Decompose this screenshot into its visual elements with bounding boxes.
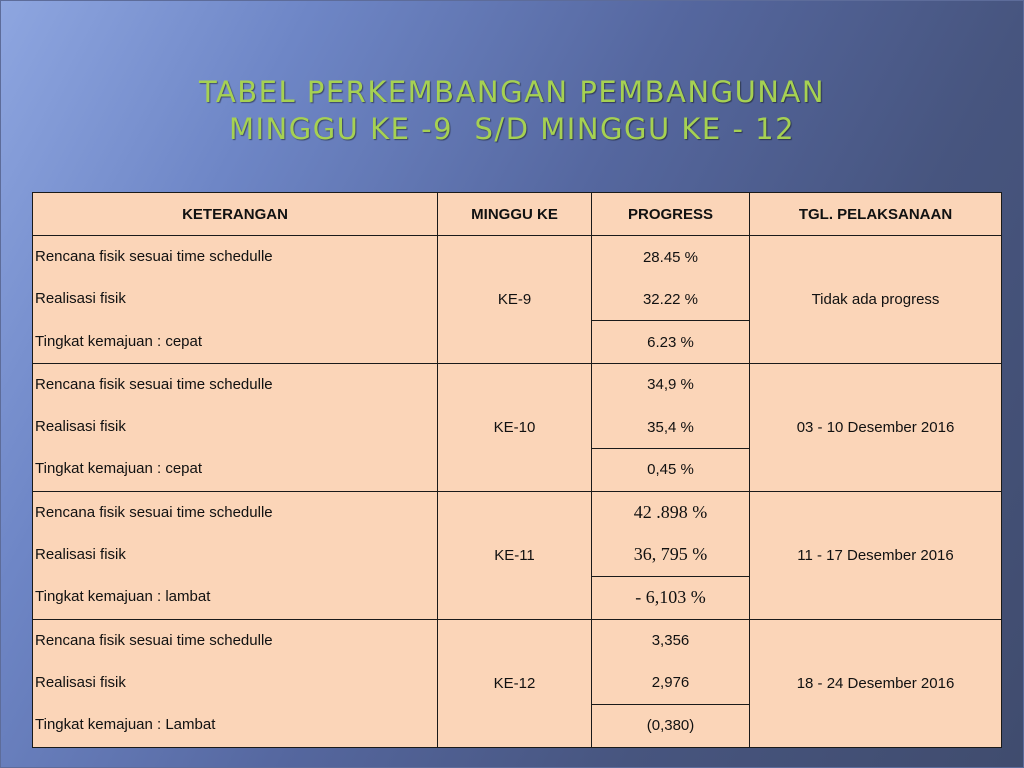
page-title xyxy=(0,74,1024,148)
progress-kemajuan: (0,380) xyxy=(592,704,750,747)
table-row xyxy=(33,236,1002,279)
keterangan-rencana: Rencana fisik sesuai time schedulle xyxy=(35,375,273,393)
progress-kemajuan: 6.23 % xyxy=(592,321,750,364)
progress-value: - 6,103 % xyxy=(635,587,706,608)
keterangan-cell xyxy=(33,236,438,364)
keterangan-kemajuan: Tingkat kemajuan : cepat xyxy=(35,332,203,350)
keterangan-kemajuan: Tingkat kemajuan : lambat xyxy=(35,588,211,606)
keterangan-realisasi: Realisasi fisik xyxy=(35,546,126,564)
progress-rencana: 28.45 % xyxy=(592,236,750,279)
progress-realisasi xyxy=(592,534,750,577)
table-row xyxy=(33,619,1002,662)
progress-rencana xyxy=(592,491,750,534)
progress-rencana: 34,9 % xyxy=(592,363,750,406)
tgl-cell: 11 - 17 Desember 2016 xyxy=(750,491,1002,619)
minggu-cell: KE-9 xyxy=(438,236,592,364)
table-row xyxy=(33,491,1002,534)
header-progress: PROGRESS xyxy=(592,193,750,236)
tgl-cell: 03 - 10 Desember 2016 xyxy=(750,363,1002,491)
progress-realisasi: 35,4 % xyxy=(592,406,750,449)
minggu-cell: KE-10 xyxy=(438,363,592,491)
title-line-2: MINGGU KE -9 S/D MINGGU KE - 12 xyxy=(228,112,796,146)
keterangan-cell xyxy=(33,619,438,747)
progress-kemajuan xyxy=(592,577,750,620)
progress-realisasi: 32.22 % xyxy=(592,278,750,321)
table-row xyxy=(33,363,1002,406)
keterangan-rencana: Rencana fisik sesuai time schedulle xyxy=(35,248,273,265)
progress-realisasi: 2,976 xyxy=(592,662,750,705)
progress-value: 36, 795 % xyxy=(633,544,708,565)
keterangan-cell xyxy=(33,491,438,619)
minggu-cell: KE-12 xyxy=(438,619,592,747)
header-tgl: TGL. PELAKSANAAN xyxy=(750,193,1002,236)
progress-kemajuan: 0,45 % xyxy=(592,449,750,492)
keterangan-cell xyxy=(33,363,438,491)
title-line-1: TABEL PERKEMBANGAN PEMBANGUNAN xyxy=(198,75,826,109)
minggu-cell: KE-11 xyxy=(438,491,592,619)
tgl-cell: 18 - 24 Desember 2016 xyxy=(750,619,1002,747)
keterangan-realisasi: Realisasi fisik xyxy=(35,673,126,691)
keterangan-rencana: Rencana fisik sesuai time schedulle xyxy=(35,631,273,649)
table-header-row xyxy=(33,193,1002,236)
tgl-cell: Tidak ada progress xyxy=(750,236,1002,364)
keterangan-rencana: Rencana fisik sesuai time schedulle xyxy=(35,503,273,521)
keterangan-kemajuan: Tingkat kemajuan : cepat xyxy=(35,460,203,478)
progress-table xyxy=(32,192,1002,748)
keterangan-kemajuan: Tingkat kemajuan : Lambat xyxy=(35,716,216,734)
progress-value: 42 .898 % xyxy=(633,502,708,523)
keterangan-realisasi: Realisasi fisik xyxy=(35,418,126,436)
header-keterangan: KETERANGAN xyxy=(33,193,438,236)
header-minggu: MINGGU KE xyxy=(438,193,592,236)
keterangan-realisasi: Realisasi fisik xyxy=(35,290,126,308)
progress-rencana: 3,356 xyxy=(592,619,750,662)
